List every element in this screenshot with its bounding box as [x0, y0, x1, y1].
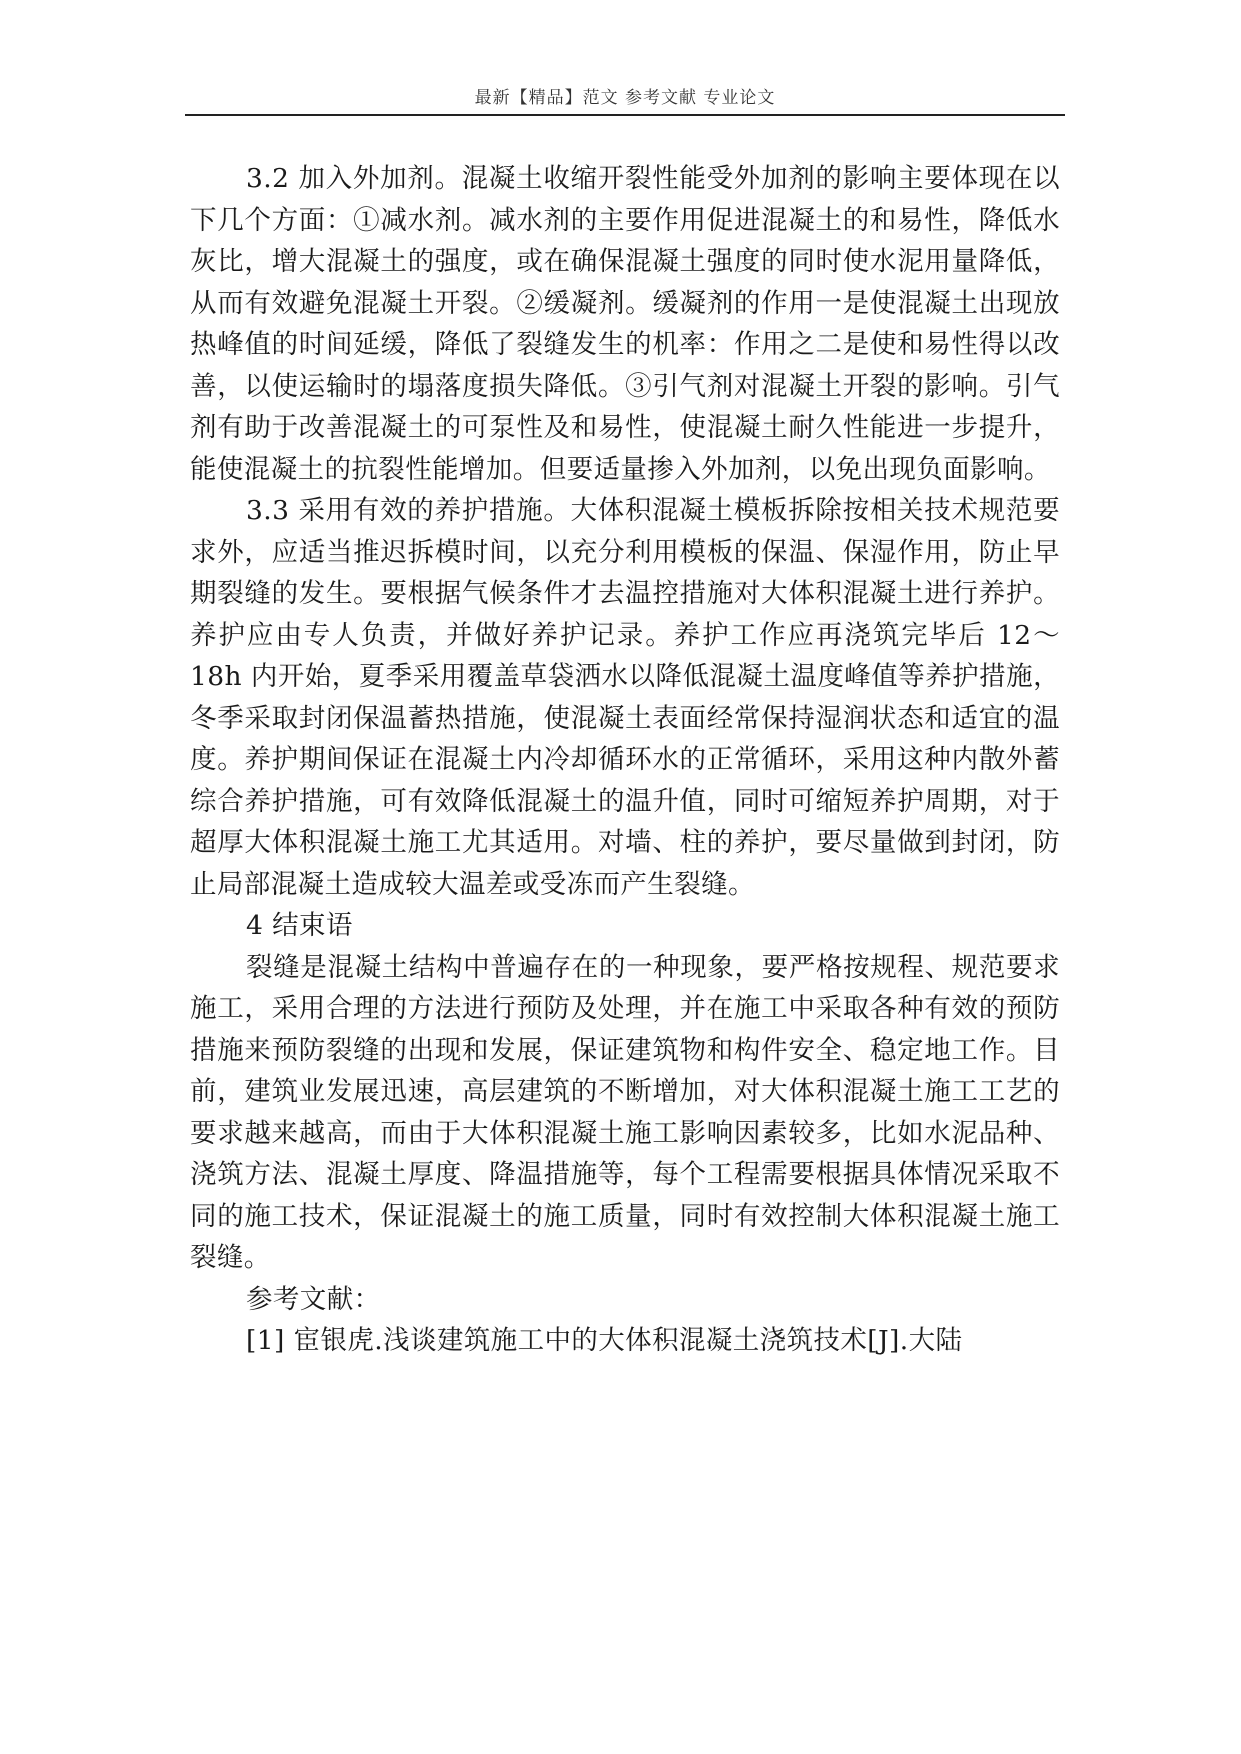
section-heading-conclusion: 4 结束语 — [246, 910, 353, 941]
reference-item: [1] 宦银虎.浅谈建筑施工中的大体积混凝土浇筑技术[J].大陆 — [246, 1325, 963, 1356]
header-divider — [185, 114, 1065, 116]
paragraph-conclusion: 裂缝是混凝土结构中普遍存在的一种现象，要严格按规程、规范要求施工，采用合理的方法进行预防及处理，并在施工中采取各种有效的预防措施来预防裂缝的出现和发展，保证建筑物和构件安全、稳定地工作。目前，建筑业发展迅速，高层建筑的不断增加，对大体积混凝土施工工艺的要求越来越高，而由于大体积混凝土施工影响因素较多，比如水泥品种、浇筑方法、混凝土厚度、降温措施等，每个工程需要根据具体情况采取不同的施工技术，保证混凝土的施工质量，同时有效控制大体积混凝土施工裂缝。 — [190, 951, 1060, 1273]
page-header: 最新【精品】范文 参考文献 专业论文 — [474, 88, 776, 108]
paragraph-curing-measures: 3.3 采用有效的养护措施。大体积混凝土模板拆除按相关技术规范要求外，应适当推迟拆模时间，以充分利用模板的保温、保湿作用，防止早期裂缝的发生。要根据气候条件才去温控措施对大体积混凝土进行养护。养护应由专人负责，并做好养护记录。养护工作应再浇筑完毕后 12～18h 内开始，夏季采用覆盖草袋洒水以降低混凝土温度峰值等养护措施，冬季采取封闭保温蓄热措施，使混凝土表面经常保持湿润状态和适宜的温度。养护期间保证在混凝土内冷却循环水的正常循环，采用这种内散外蓄综合养护措施，可有效降低混凝土的温升值，同时可缩短养护周期，对于超厚大体积混凝土施工尤其适用。对墙、柱的养护，要尽量做到封闭，防止局部混凝土造成较大温差或受冻而产生裂缝。 — [190, 495, 1060, 900]
references-heading: 参考文献： — [246, 1283, 381, 1315]
document-body — [190, 158, 1060, 1362]
paragraph-admixtures: 3.2 加入外加剂。混凝土收缩开裂性能受外加剂的影响主要体现在以下几个方面：①减水剂。减水剂的主要作用促进混凝土的和易性，降低水灰比，增大混凝土的强度，或在确保混凝土强度的同时使水泥用量降低，从而有效避免混凝土开裂。②缓凝剂。缓凝剂的作用一是使混凝土出现放热峰值的时间延缓，降低了裂缝发生的机率：作用之二是使和易性得以改善，以使运输时的塌落度损失降低。③引气剂对混凝土开裂的影响。引气剂有助于改善混凝土的可泵性及和易性，使混凝土耐久性能进一步提升，能使混凝土的抗裂性能增加。但要适量掺入外加剂，以免出现负面影响。 — [190, 163, 1060, 485]
